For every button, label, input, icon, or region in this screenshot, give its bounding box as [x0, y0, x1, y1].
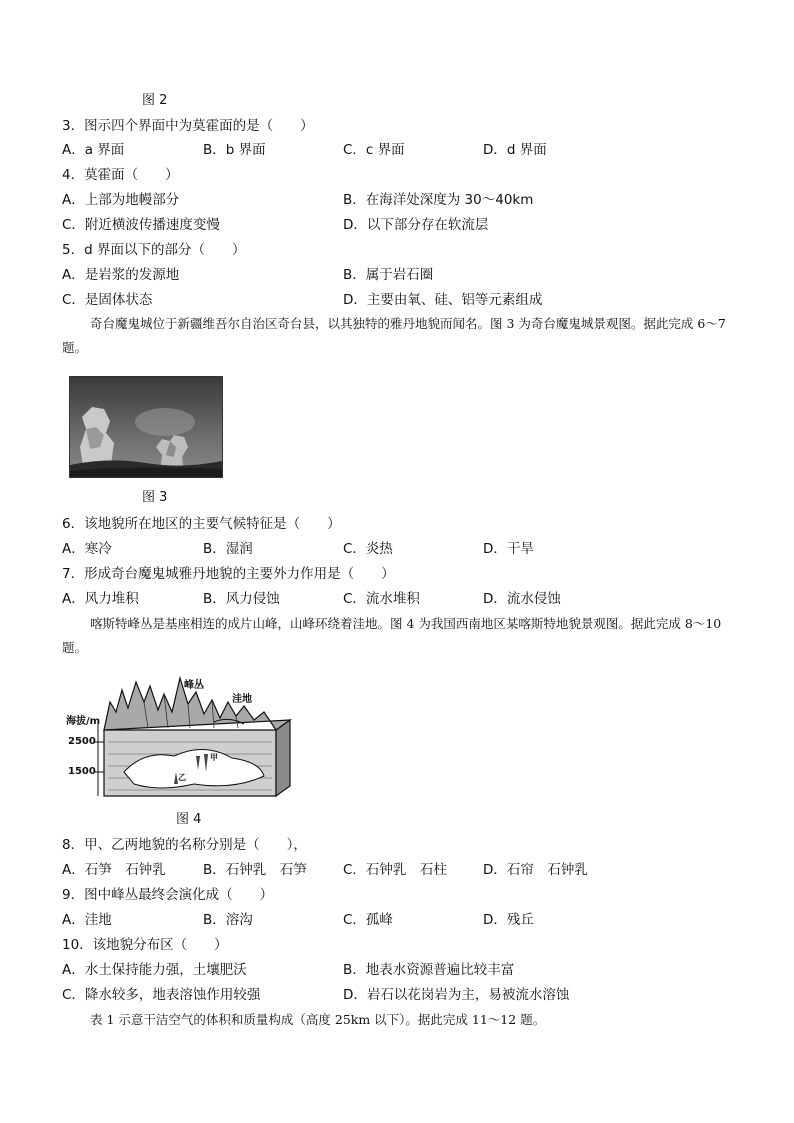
q6-option-a: A．寒冷 — [62, 541, 112, 557]
mark-jia: 甲 — [210, 753, 218, 762]
question-7-stem: 7．形成奇台魔鬼城雅丹地貌的主要外力作用是（ ） — [62, 566, 395, 582]
q7-option-a: A．风力堆积 — [62, 591, 139, 607]
q9-option-c: C．孤峰 — [343, 912, 393, 928]
q5-option-d: D．主要由氧、硅、铝等元素组成 — [343, 292, 543, 308]
q10-option-d: D．岩石以花岗岩为主，易被流水溶蚀 — [343, 987, 570, 1003]
yardang-landscape-image — [70, 377, 222, 477]
q9-option-a: A．洼地 — [62, 912, 112, 928]
tick-1500: 1500 — [68, 766, 96, 777]
q7-option-d: D．流水侵蚀 — [483, 591, 561, 607]
q10-option-c: C．降水较多，地表溶蚀作用较强 — [62, 987, 261, 1003]
question-8-stem: 8．甲、乙两地貌的名称分别是（ ）， — [62, 837, 307, 853]
question-5-stem: 5．d 界面以下的部分（ ） — [62, 242, 246, 258]
figure-3-caption: 图 3 — [142, 490, 168, 505]
intro-paragraph-6-7: 奇台魔鬼城位于新疆维吾尔自治区奇台县，以其独特的雅丹地貌而闻名。图 3 为奇台魔鬼城景观图。据此完成 6～7 题。 — [62, 316, 726, 355]
q8-option-d: D．石帘 石钟乳 — [483, 862, 588, 878]
q8-option-b: B．石钟乳 石笋 — [203, 862, 307, 878]
question-6-stem: 6．该地貌所在地区的主要气候特征是（ ） — [62, 516, 341, 532]
figure-3-photo — [69, 376, 223, 478]
q5-option-a: A．是岩浆的发源地 — [62, 267, 180, 283]
q4-option-b: B．在海洋处深度为 30～40km — [343, 192, 534, 208]
question-3-stem: 3．图示四个界面中为莫霍面的是（ ） — [62, 118, 314, 134]
q10-option-b: B．地表水资源普遍比较丰富 — [343, 962, 515, 978]
question-10-stem: 10．该地貌分布区（ ） — [62, 937, 228, 953]
q7-option-c: C．流水堆积 — [343, 591, 420, 607]
q3-option-c: C．c 界面 — [343, 142, 405, 158]
q8-option-a: A．石笋 石钟乳 — [62, 862, 166, 878]
tick-2500: 2500 — [68, 736, 96, 747]
q10-option-a: A．水土保持能力强，土壤肥沃 — [62, 962, 247, 978]
q8-option-c: C．石钟乳 石柱 — [343, 862, 447, 878]
q3-option-d: D．d 界面 — [483, 142, 547, 158]
q6-option-c: C．炎热 — [343, 541, 393, 557]
figure-4-diagram — [64, 672, 296, 802]
q7-option-b: B．风力侵蚀 — [203, 591, 280, 607]
question-9-stem: 9．图中峰丛最终会演化成（ ） — [62, 887, 274, 903]
q4-option-a: A．上部为地幔部分 — [62, 192, 180, 208]
intro-paragraph-11-12: 表 1 示意干洁空气的体积和质量构成（高度 25km 以下）。据此完成 11～12 题。 — [90, 1012, 546, 1027]
label-peak-cluster: 峰丛 — [184, 680, 204, 691]
q3-option-b: B．b 界面 — [203, 142, 266, 158]
mark-yi: 乙 — [178, 773, 186, 782]
q3-option-a: A．a 界面 — [62, 142, 125, 158]
q6-option-d: D．干旱 — [483, 541, 534, 557]
figure-4-caption: 图 4 — [176, 812, 202, 827]
q6-option-b: B．湿润 — [203, 541, 253, 557]
q4-option-d: D．以下部分存在软流层 — [343, 217, 489, 233]
q4-option-c: C．附近横波传播速度变慢 — [62, 217, 220, 233]
figure-2-caption: 图 2 — [142, 93, 168, 108]
label-depression: 洼地 — [232, 694, 252, 705]
question-4-stem: 4．莫霍面（ ） — [62, 167, 179, 183]
q9-option-d: D．残丘 — [483, 912, 534, 928]
q5-option-b: B．属于岩石圈 — [343, 267, 434, 283]
intro-paragraph-8-10: 喀斯特峰丛是基座相连的成片山峰，山峰环绕着洼地。图 4 为我国西南地区某喀斯特地貌景观图。据此完成 8～10 题。 — [62, 616, 722, 655]
q5-option-c: C．是固体状态 — [62, 292, 153, 308]
axis-label-elevation: 海拔/m — [66, 716, 101, 727]
q9-option-b: B．溶沟 — [203, 912, 253, 928]
